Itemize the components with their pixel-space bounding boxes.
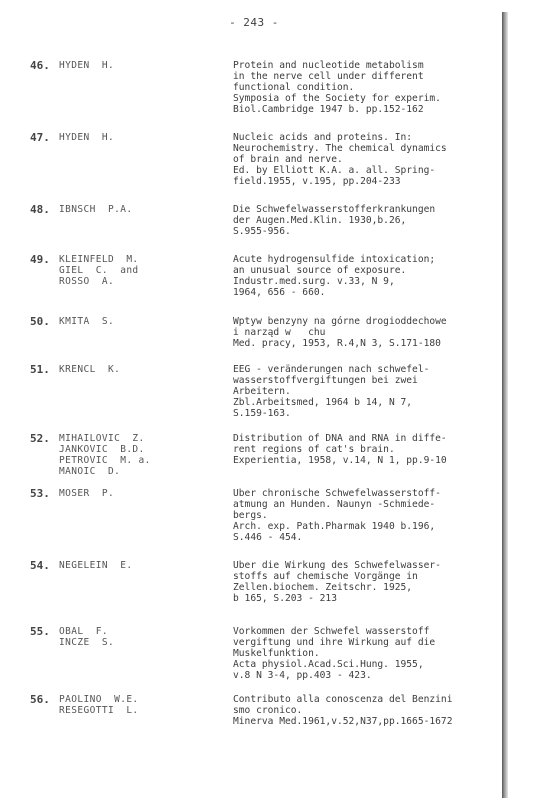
- entry-authors: [59, 560, 219, 571]
- citation-line: Experientia, 1958, v.14, N 1, pp.9-10: [233, 455, 447, 466]
- citation-line: smo cronico.: [233, 705, 303, 716]
- citation-line: Arbeitern.: [233, 386, 291, 397]
- citation-line: Distribution of DNA and RNA in diffe-: [233, 433, 447, 444]
- citation-line: stoffs auf chemische Vorgänge in: [233, 571, 418, 582]
- entry-number: 51.: [30, 363, 50, 376]
- citation-line: S.446 - 454.: [233, 532, 303, 543]
- author-name: OBAL F.: [59, 626, 108, 637]
- citation-line: Zellen.biochem. Zeitschr. 1925,: [233, 582, 413, 593]
- citation-line: Zbl.Arbeitsmed, 1964 b 14, N 7,: [233, 397, 413, 408]
- citation-line: Med. pracy, 1953, R.4,N 3, S.171-180: [233, 338, 441, 349]
- author-name: IBNSCH P.A.: [59, 204, 133, 215]
- citation-line: Industr.med.surg. v.33, N 9,: [233, 276, 395, 287]
- citation-line: field.1955, v.195, pp.204-233: [233, 176, 401, 187]
- entry-number: 54.: [30, 559, 50, 572]
- citation-line: S.159-163.: [233, 408, 291, 419]
- entry-authors: [59, 254, 219, 287]
- entry-citation: [233, 488, 540, 543]
- author-name: RESEGOTTI L.: [59, 705, 139, 716]
- author-name: KLEINFELD M.: [59, 254, 139, 265]
- entry-number: 49.: [30, 253, 50, 266]
- entry-number: 53.: [30, 487, 50, 500]
- entry-number: 52.: [30, 432, 50, 445]
- citation-line: Uber chronische Schwefelwasserstoff-: [233, 488, 441, 499]
- citation-line: Ed. by Elliott K.A. a. all. Spring-: [233, 165, 436, 176]
- entry-citation: [233, 433, 540, 466]
- entry-authors: [59, 433, 219, 477]
- entry-citation: [233, 694, 540, 727]
- entry-citation: [233, 60, 540, 115]
- citation-line: Nucleic acids and proteins. In:: [233, 132, 413, 143]
- entry-number: 55.: [30, 625, 50, 638]
- entry-citation: [233, 204, 540, 237]
- author-name: GIEL C. and: [59, 265, 139, 276]
- entry-citation: [233, 316, 540, 349]
- entry-authors: [59, 60, 219, 71]
- citation-line: Biol.Cambridge 1947 b. pp.152-162: [233, 104, 424, 115]
- author-name: HYDEN H.: [59, 60, 115, 71]
- entry-authors: [59, 204, 219, 215]
- citation-line: Muskelfunktion.: [233, 648, 320, 659]
- citation-line: EEG - veränderungen nach schwefel-: [233, 364, 430, 375]
- entry-number: 47.: [30, 131, 50, 144]
- author-name: ROSSO A.: [59, 276, 115, 287]
- citation-line: in the nerve cell under different: [233, 71, 424, 82]
- author-name: HYDEN H.: [59, 132, 115, 143]
- citation-line: Minerva Med.1961,v.52,N37,pp.1665-1672: [233, 716, 453, 727]
- entry-authors: [59, 626, 219, 648]
- citation-line: an unusual source of exposure.: [233, 265, 407, 276]
- author-name: KRENCL K.: [59, 364, 121, 375]
- entry-authors: [59, 316, 219, 327]
- entry-citation: [233, 560, 540, 604]
- citation-line: functional condition.: [233, 82, 355, 93]
- entry-number: 56.: [30, 693, 50, 706]
- citation-line: Die Schwefelwasserstofferkrankungen: [233, 204, 436, 215]
- entry-number: 48.: [30, 203, 50, 216]
- author-name: INCZE S.: [59, 637, 115, 648]
- citation-line: Protein and nucleotide metabolism: [233, 60, 424, 71]
- citation-line: b 165, S.203 - 213: [233, 593, 337, 604]
- citation-line: Symposia of the Society for experim.: [233, 93, 441, 104]
- entry-citation: [233, 626, 540, 681]
- citation-line: Arch. exp. Path.Pharmak 1940 b.196,: [233, 521, 436, 532]
- citation-line: bergs.: [233, 510, 268, 521]
- page-number: - 243 -: [229, 16, 279, 29]
- author-name: MOSER P.: [59, 488, 115, 499]
- entry-citation: [233, 132, 540, 187]
- citation-line: v.8 N 3-4, pp.403 - 423.: [233, 670, 372, 681]
- citation-line: 1964, 656 - 660.: [233, 287, 326, 298]
- citation-line: Wptyw benzyny na górne drogioddechowe: [233, 316, 447, 327]
- entry-authors: [59, 132, 219, 143]
- citation-line: wasserstoffvergiftungen bei zwei: [233, 375, 418, 386]
- entry-citation: [233, 364, 540, 419]
- entry-citation: [233, 254, 540, 298]
- citation-line: of brain and nerve.: [233, 154, 343, 165]
- citation-line: Uber die Wirkung des Schwefelwasser-: [233, 560, 441, 571]
- author-name: PAOLINO W.E.: [59, 694, 139, 705]
- citation-line: Neurochemistry. The chemical dynamics: [233, 143, 447, 154]
- author-name: PETROVIC M. a.: [59, 455, 151, 466]
- citation-line: atmung an Hunden. Naunyn -Schmiede-: [233, 499, 436, 510]
- author-name: MIHAILOVIC Z.: [59, 433, 145, 444]
- author-name: MANOIC D.: [59, 466, 121, 477]
- citation-line: Contributo alla conoscenza del Benzini: [233, 694, 453, 705]
- author-name: KMITA S.: [59, 316, 115, 327]
- citation-line: Vorkommen der Schwefel wasserstoff: [233, 626, 430, 637]
- entry-authors: [59, 364, 219, 375]
- citation-line: Acute hydrogensulfide intoxication;: [233, 254, 436, 265]
- entry-number: 46.: [30, 59, 50, 72]
- entry-authors: [59, 694, 219, 716]
- citation-line: der Augen.Med.Klin. 1930,b.26,: [233, 215, 407, 226]
- citation-line: rent regions of cat's brain.: [233, 444, 395, 455]
- author-name: JANKOVIC B.D.: [59, 444, 145, 455]
- entry-number: 50.: [30, 315, 50, 328]
- citation-line: Acta physiol.Acad.Sci.Hung. 1955,: [233, 659, 424, 670]
- author-name: NEGELEIN E.: [59, 560, 133, 571]
- citation-line: vergiftung und ihre Wirkung auf die: [233, 637, 436, 648]
- citation-line: i narząd w chu: [233, 327, 326, 338]
- citation-line: S.955-956.: [233, 226, 291, 237]
- entry-authors: [59, 488, 219, 499]
